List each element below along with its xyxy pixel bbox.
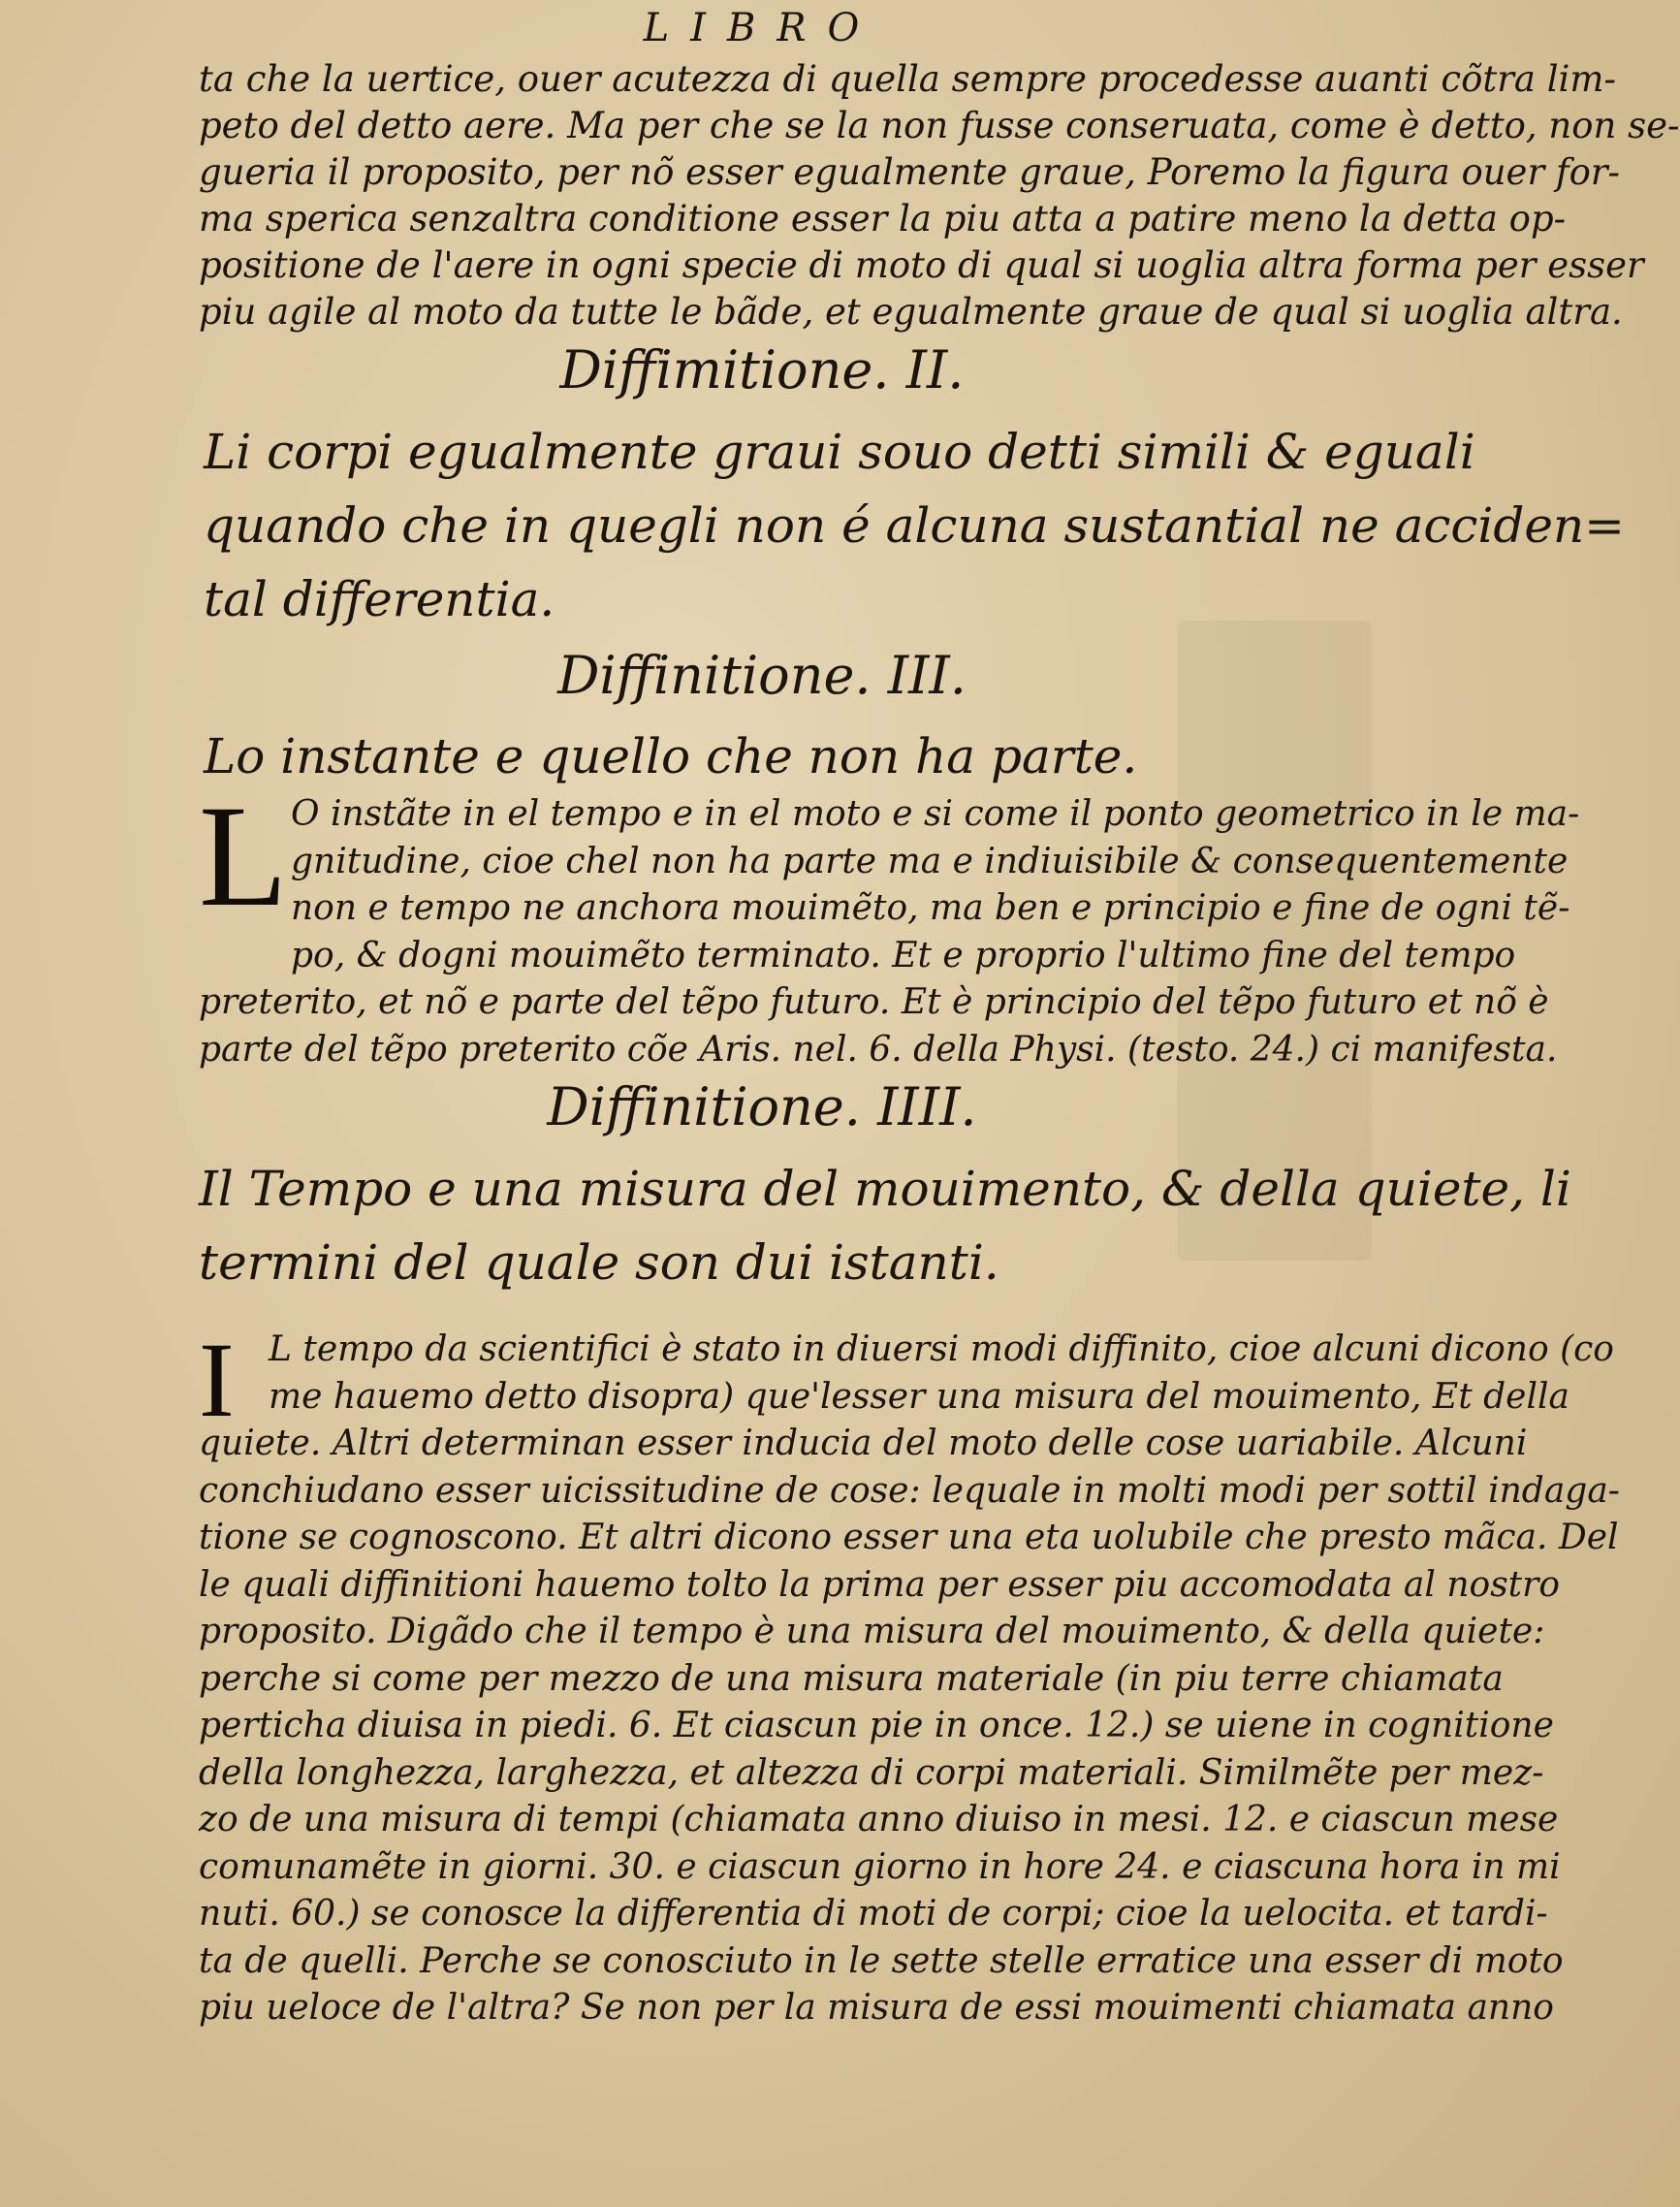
definition-line: Lo instante e quello che non ha parte. <box>204 728 1138 784</box>
text-line: non e tempo ne anchora mouimẽto, ma ben e principio e fine de ogni tẽ- <box>291 888 1570 928</box>
text-line: gueria il proposito, per nõ esser egualmente graue, Poremo la figura ouer for- <box>199 151 1621 193</box>
text-line: positione de l'aere in ogni specie di moto di qual si uoglia altra forma per esser <box>199 244 1644 286</box>
text-line: zo de una misura di tempi (chiamata anno diuiso in mesi. 12. e ciascun mese <box>199 1800 1559 1839</box>
text-line: piu agile al moto da tutte le bãde, et egualmente graue de qual si uoglia altra. <box>199 291 1623 333</box>
definition-line: Il Tempo e una misura del mouimento, & della quiete, li <box>199 1161 1571 1217</box>
definition-line: quando che in quegli non é alcuna sustantial ne acciden= <box>204 497 1626 554</box>
text-line: ma sperica senzaltra conditione esser la piu atta a patire meno la detta op- <box>199 198 1567 240</box>
text-line: me hauemo detto disopra) que'lesser una misura del mouimento, Et della <box>269 1376 1569 1417</box>
opening-paragraph <box>199 56 1680 336</box>
drop-cap: L <box>199 776 288 937</box>
text-line: piu ueloce de l'altra? Se non per la misura de essi mouimenti chiamata anno <box>199 1988 1554 2028</box>
drop-cap: I <box>199 1321 235 1439</box>
text-line: le quali diffinitioni hauemo tolto la prima per esser piu accomodata al nostro <box>199 1564 1561 1605</box>
definition-line: termini del quale son dui istanti. <box>199 1234 999 1291</box>
definition-3-commentary <box>199 791 1580 1073</box>
text-line: parte del tẽpo preterito cõe Aris. nel. 6. della Physi. (testo. 24.) ci manifesta. <box>199 1029 1558 1070</box>
text-line: comunamẽte in giorni. 30. e ciascun giorno in hore 24. e ciascuna hora in mi <box>199 1846 1561 1887</box>
text-line: O instãte in el tempo e in el moto e si come il ponto geometrico in le ma- <box>291 794 1580 834</box>
text-line: della longhezza, larghezza, et altezza di corpi materiali. Similmẽte per mez- <box>199 1752 1544 1793</box>
definition-2-text <box>204 415 1626 636</box>
definition-4-heading: Diffinitione. IIII. <box>547 1076 977 1137</box>
definition-4-commentary <box>199 1321 1620 2032</box>
text-line: preterito, et nõ e parte del tẽpo futuro. Et è principio del tẽpo futuro et nõ è <box>199 982 1549 1022</box>
text-line: L tempo da scientifici è stato in diuersi modi diffinito, cioe alcuni dicono (co <box>269 1329 1614 1369</box>
text-line: peto del detto aere. Ma per che se la non fusse conseruata, come è detto, non se- <box>199 105 1680 146</box>
text-line: perche si come per mezzo de una misura materiale (in piu terre chiamata <box>199 1658 1504 1699</box>
text-line: proposito. Digãdo che il tempo è una misura del mouimento, & della quiete: <box>199 1612 1545 1651</box>
definition-4-statement <box>199 1152 1571 1299</box>
definition-line: tal differentia. <box>204 571 555 627</box>
text-line: ta che la uertice, ouer acutezza di quella sempre procedesse auanti cõtra lim- <box>199 58 1616 100</box>
text-line: conchiudano esser uicissitudine de cose: lequale in molti modi per sottil indaga- <box>199 1470 1620 1511</box>
text-line: gnitudine, cioe chel non ha parte ma e indiuisibile & consequentemente <box>291 841 1569 881</box>
text-line: ta de quelli. Perche se conosciuto in le sette stelle erratice una esser di moto <box>199 1940 1564 1981</box>
definition-3-statement <box>204 720 1396 793</box>
definition-2-heading: Diffimitione. II. <box>559 339 965 400</box>
text-line: tione se cognoscono. Et altri dicono esser una eta uolubile che presto mãca. Del <box>199 1518 1619 1557</box>
text-line: po, & dogni mouimẽto terminato. Et e proprio l'ultimo fine del tempo <box>291 935 1516 976</box>
text-line: nuti. 60.) se conosce la differentia di moti de corpi; cioe la uelocita. et tardi- <box>199 1894 1548 1934</box>
definition-line: Li corpi egualmente graui souo detti simili & eguali <box>204 424 1475 480</box>
running-head: LIBRO <box>643 6 881 50</box>
text-line: perticha diuisa in piedi. 6. Et ciascun pie in once. 12.) se uiene in cognitione <box>199 1706 1554 1745</box>
definition-3-heading: Diffinitione. III. <box>557 645 967 706</box>
text-line: quiete. Altri determinan esser inducia del moto delle cose uariabile. Alcuni <box>199 1423 1528 1463</box>
